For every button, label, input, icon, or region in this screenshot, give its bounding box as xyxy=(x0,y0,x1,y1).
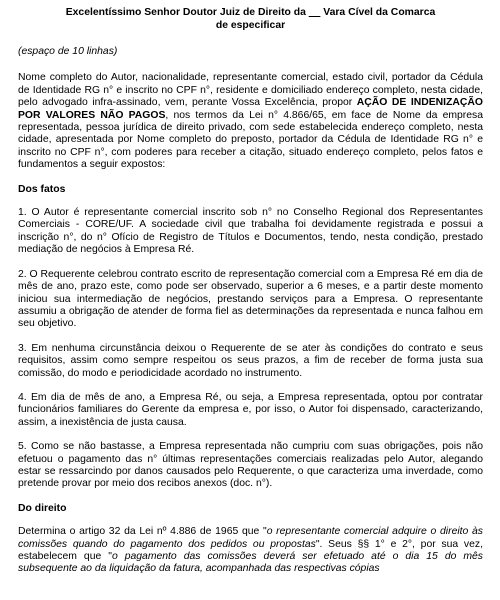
action-name: AÇÃO DE INDENIZAÇÃO POR VALORES NÃO PAGOS xyxy=(18,97,483,121)
intro-text-2: , nos termos da Lei n° 4.866/65, em face de Nome da empresa representada, pessoa jurídica de direito privado, com sede estabelecida endereço completo, nesta cidade, apresentada por Nome completo do preposto, portador da Cédula de Identidade RG n° e inscrito no CPF n°, com poderes para receber a citação, situado endereço completo, pelos fatos e fundamentos a seguir expostos: xyxy=(18,109,483,171)
facts-heading: Dos fatos xyxy=(18,183,66,195)
fact-item-3: 3. Em nenhuma circunstância deixou o Requerente de se ater às condições do contrato e seus requisitos, assim como sempre respeitou os seus prazos, a fim de receber de forma justa sua comissão, do modo e periodicidade acordado no instrumento. xyxy=(18,342,483,379)
title-text-b: Vara Cível da Comarca xyxy=(320,7,436,18)
law-text-1: Determina o artigo 32 da Lei nº 4.886 de 1965 que " xyxy=(18,526,267,538)
fact-item-5: 5. Como se não bastasse, a Empresa representada não cumpriu com suas obrigações, pois não efetuou o pagamento das n° últimas representações comerciais realizadas pelo Autor, alegando estar se ressarcindo por danos causados pelo Requerente, o que caracteriza uma inverdade, como pretende provar por meio dos recibos anexos (doc. n°). xyxy=(18,441,483,490)
intro-text-1: Nome completo do Autor, nacionalidade, representante comercial, estado civil, portador da Cédula de Identidade RG n° e inscrito no CPF n°, residente e domiciliado endereço completo, nesta cidade, pelo advogado infra-assinado, vem, perante Vossa Excelência, propor xyxy=(18,72,483,109)
document-title xyxy=(18,7,483,32)
law-paragraph-1 xyxy=(18,526,483,576)
law-quote-2: o pagamento das comissões deverá ser efetuado até o dia 15 do mês subsequente ao da liquidação da fatura, acompanhada das respectivas cópias xyxy=(18,551,483,575)
fact-item-2: 2. O Requerente celebrou contrato escrito de representação comercial com a Empresa Ré em dia de mês de ano, prazo este, como pode ser observado, superior a 6 meses, e a partir deste momento iniciou sua intermediação de negócios, prestando serviços para a Empresa. O representante assumiu a obrigação de atender de forma fiel as determinações da representada e nunca falhou em seu objetivo. xyxy=(18,268,483,330)
law-text-2: ". Seus §§ 1° e 2°, por sua vez, estabelecem que " xyxy=(18,538,483,562)
law-heading: Do direito xyxy=(18,502,67,514)
title-text-a: Excelentíssimo Senhor Doutor Juiz de Direito da xyxy=(65,7,309,18)
fact-item-1: 1. O Autor é representante comercial inscrito sob n° no Conselho Regional dos Representantes Comerciais - CORE/UF. A sociedade civil que trabalha foi devidamente registrada e possui a inscrição n°, do n° Ofício de Registro de Títulos e Documentos, tendo, nesta condição, prestado mediação de negócios à Empresa Ré. xyxy=(18,207,483,256)
spacing-note: (espaço de 10 linhas) xyxy=(18,46,118,57)
law-quote-1: o representante comercial adquire o direito às comissões quando do pagamento dos pedidos ou propostas xyxy=(18,526,483,550)
title-line-1 xyxy=(18,7,483,20)
intro-paragraph xyxy=(18,72,483,171)
title-line-2: de especificar xyxy=(215,19,286,31)
title-blank: __ xyxy=(308,7,321,18)
fact-item-4: 4. Em dia de mês de ano, a Empresa Ré, ou seja, a Empresa representada, optou por contratar funcionários familiares do Gerente da empresa e, por isso, o Autor foi dispensado, caracterizando, assim, a inexistência de justa causa. xyxy=(18,391,483,428)
